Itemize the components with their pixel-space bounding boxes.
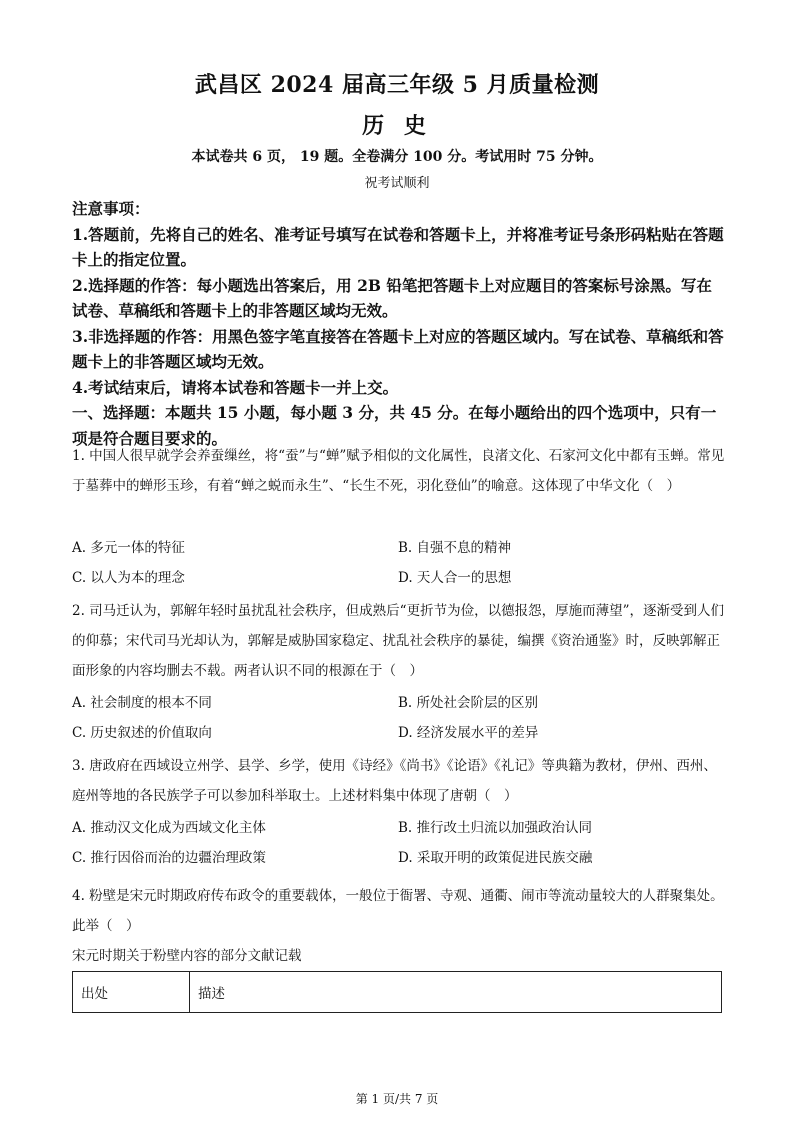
question-3-options-row-1 [72, 816, 726, 846]
question-3-stem: 3. 唐政府在西域设立州学、县学、乡学，使用《诗经》《尚书》《论语》《礼记》等典籍为教材，伊州、西州、庭州等地的各民族学子可以参加科举取士。上述材料集中体现了唐朝（ ） [72, 758, 717, 804]
option-d[interactable]: D. 天人合一的思想 [398, 570, 512, 586]
table-header-source: 出处 [73, 972, 190, 1013]
subject-title: 历 史 [362, 113, 432, 139]
section-heading: 一、选择题：本题共 15 小题，每小题 3 分，共 45 分。在每小题给出的四个选项中，只有一项是符合题目要求的。 [72, 403, 717, 448]
option-b[interactable]: B. 自强不息的精神 [398, 540, 512, 556]
notice-item: 3.非选择题的作答：用黑色签字笔直接答在答题卡上对应的答题区域内。写在试卷、草稿纸和答题卡上的非答题区域均无效。 [72, 326, 724, 371]
option-b[interactable]: B. 所处社会阶层的区别 [398, 695, 539, 711]
question-1-options-row-1 [72, 536, 726, 566]
exam-info: 本试卷共 6 页， 19 题。全卷满分 100 分。考试用时 75 分钟。 [191, 149, 603, 165]
table-header-row [73, 972, 722, 1013]
notice-item: 2.选择题的作答：每小题选出答案后，用 2B 铅笔把答题卡上对应题目的答案标号涂黑。写在试卷、草稿纸和答题卡上的非答题区域均无效。 [72, 275, 712, 320]
question-4-stem: 4. 粉壁是宋元时期政府传布政令的重要载体，一般位于衙署、寺观、通衢、闹市等流动量较大的人群聚集处。此举（ ） [72, 888, 724, 934]
exam-title: 武昌区 2024 届高三年级 5 月质量检测 [194, 72, 600, 98]
option-a[interactable]: A. 社会制度的根本不同 [72, 695, 212, 711]
question-3-options-row-2 [72, 846, 726, 876]
question-2-options-row-1 [72, 691, 726, 721]
table-caption: 宋元时期关于粉壁内容的部分文献记载 [72, 948, 302, 964]
option-b[interactable]: B. 推行改土归流以加强政治认同 [398, 820, 593, 836]
option-d[interactable]: D. 采取开明的政策促进民族交融 [398, 850, 593, 866]
question-1-stem: 1. 中国人很早就学会养蚕缫丝，将“蚕”与“蝉”赋予相似的文化属性，良渚文化、石家河文化中都有玉蝉。常见于墓葬中的蝉形玉珍，有着“蝉之蜕而永生”、“长生不死，羽化登仙”的喻意。这体现了中华文化（ ） [72, 448, 725, 494]
option-c[interactable]: C. 以人为本的理念 [72, 570, 185, 586]
notice-heading: 注意事项： [72, 199, 150, 218]
option-a[interactable]: A. 多元一体的特征 [72, 540, 185, 556]
notice-item: 4.考试结束后，请将本试卷和答题卡一并上交。 [72, 377, 399, 397]
question-2-options-row-2 [72, 721, 726, 751]
option-a[interactable]: A. 推动汉文化成为西域文化主体 [72, 820, 266, 836]
option-c[interactable]: C. 推行因俗而治的边疆治理政策 [72, 850, 266, 866]
table-header-description: 描述 [190, 972, 722, 1013]
page-number: 第 1 页/共 7 页 [355, 1092, 439, 1106]
question-2-stem: 2. 司马迁认为，郭解年轻时虽扰乱社会秩序，但成熟后“更折节为俭，以德报怨，厚施而薄望”，逐渐受到人们的仰慕；宋代司马光却认为，郭解是威胁国家稳定、扰乱社会秩序的暴徒，编撰《资治通鉴》时，反映郭解正面形象的内容均删去不载。两者认识不同的根源在于（ ） [72, 603, 724, 679]
notice-item: 1.答题前，先将自己的姓名、准考证号填写在试卷和答题卡上，并将准考证号条形码粘贴在答题卡上的指定位置。 [72, 224, 724, 269]
notice-section [72, 196, 726, 451]
option-c[interactable]: C. 历史叙述的价值取向 [72, 725, 212, 741]
option-d[interactable]: D. 经济发展水平的差异 [398, 725, 539, 741]
good-luck-text: 祝考试顺利 [364, 176, 430, 191]
question-1-options-row-2 [72, 566, 726, 596]
source-table [72, 971, 722, 1013]
